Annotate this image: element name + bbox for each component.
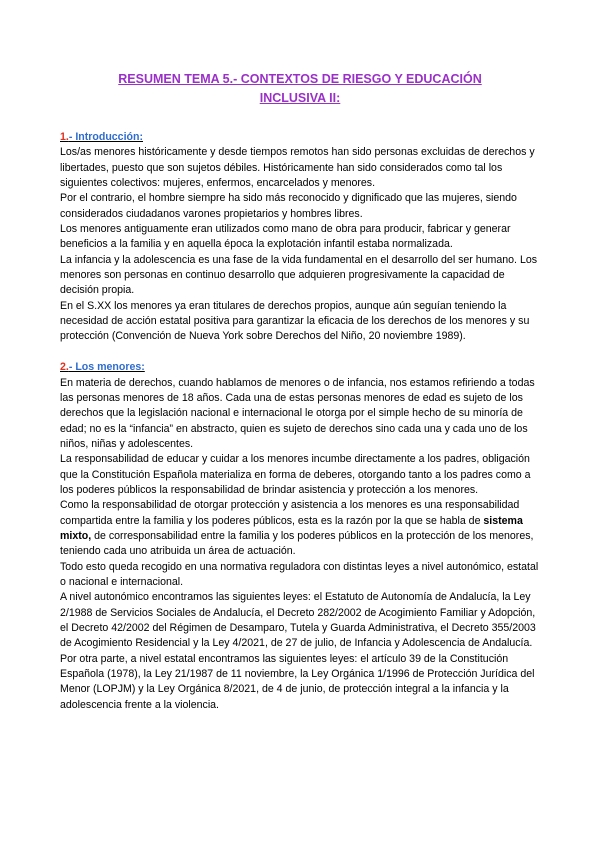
bold-term: sistema mixto, bbox=[60, 514, 523, 542]
paragraph: Por otra parte, a nivel estatal encontramos las siguientes leyes: el artículo 39 de la Constitución Española (1978), la Ley 21/1987 de 11 noviembre, la Ley Orgánica 1/1996 de Protección Jurídica del Menor (LOPJM) y la Ley Orgánica 8/2021, de 4 de junio, de protección integral a la infancia y la adolescencia frente a la violencia. bbox=[60, 652, 535, 711]
section-label: - Los menores: bbox=[68, 361, 145, 374]
section-label: - Introducción: bbox=[68, 131, 143, 143]
section-spacer bbox=[60, 345, 542, 360]
paragraph: La responsabilidad de educar y cuidar a los menores incumbe directamente a los padres, obligación que la Constitución Española materializa en forma de deberes, otorgando tanto a los padres como a los poderes públicos la responsabilidad de brindar asistencia y protección a los menores. bbox=[60, 453, 531, 496]
paragraph: Por el contrario, el hombre siempre ha sido más reconocido y dignificado que las mujeres, siendo considerados ciudadanos varones propietarios y hombres libres. bbox=[60, 192, 517, 220]
paragraph: A nivel autonómico encontramos las siguientes leyes: el Estatuto de Autonomía de Andalucía, la Ley 2/1988 de Servicios Sociales de Andalucía, el Decreto 282/2002 de Acogimiento Familiar y Adopción, el Decreto 42/2002 del Régimen de Desamparo, Tutela y Guarda Administrativa, el Decreto 355/2003 de Acogimiento Residencial y la Ley 4/2021, de 27 de julio, de Infancia y Adolescencia de Andalucía. bbox=[60, 591, 536, 650]
paragraph: La infancia y la adolescencia es una fase de la vida fundamental en el desarrollo del ser humano. Los menores son personas en continuo desarrollo que adquieren progresivamente la capacidad de decisión propia. bbox=[60, 253, 538, 297]
document-body bbox=[60, 130, 542, 713]
section-introduccion bbox=[60, 130, 542, 345]
title-line-1: RESUMEN TEMA 5.- CONTEXTOS DE RIESGO Y EDUCACIÓN bbox=[118, 72, 482, 86]
section-heading-introduccion bbox=[60, 130, 542, 145]
section-number: 2. bbox=[60, 361, 69, 374]
paragraph: En materia de derechos, cuando hablamos de menores o de infancia, nos estamos refiriendo a todas las personas menores de 18 años. Cada una de estas personas menores de edad es sujeto de los derechos que la legislación nacional e internacional le otorga por el simple hecho de su minoría de edad; no es la “infancia” en abstracto, quien es sujeto de derechos sino cada una y cada uno de los niños, niñas y adolescentes. bbox=[60, 376, 535, 450]
paragraph: En el S.XX los menores ya eran titulares de derechos propios, aunque aún seguían teniendo la necesidad de acción estatal positiva para garantizar la eficacia de los derechos de los menores y su protección (Convención de Nueva York sobre Derechos del Niño, 20 noviembre 1989). bbox=[60, 299, 530, 343]
section-los-menores bbox=[60, 360, 542, 713]
paragraph-sistema-mixto bbox=[60, 498, 542, 559]
text-run: Como la responsabilidad de otorgar protección y asistencia a los menores es una responsabilidad compartida entre la familia y los poderes públicos, esta es la razón por la que se habla de bbox=[60, 499, 520, 527]
title-line-2: INCLUSIVA II: bbox=[259, 91, 341, 105]
text-run: de corresponsabilidad entre la familia y los poderes públicos en la protección de los menores, teniendo cada uno atribuida un área de actuación. bbox=[60, 529, 534, 558]
section-heading-los-menores bbox=[60, 360, 542, 375]
page-title bbox=[60, 70, 540, 108]
section-number: 1. bbox=[60, 131, 69, 143]
paragraph: Todo esto queda recogido en una normativa reguladora con distintas leyes a nivel autonómico, estatal o nacional e internacional. bbox=[60, 560, 539, 588]
paragraph: Los/as menores históricamente y desde tiempos remotos han sido personas excluidas de derechos y libertades, puesto que son sujetos débiles. Históricamente han sido considerados como tal los siguientes colectivos: mujeres, enfermos, encarcelados y menores. bbox=[60, 146, 535, 190]
paragraph: Los menores antiguamente eran utilizados como mano de obra para producir, fabricar y generar beneficios a la familia y en aquella época la explotación infantil estaba normalizada. bbox=[60, 223, 511, 251]
